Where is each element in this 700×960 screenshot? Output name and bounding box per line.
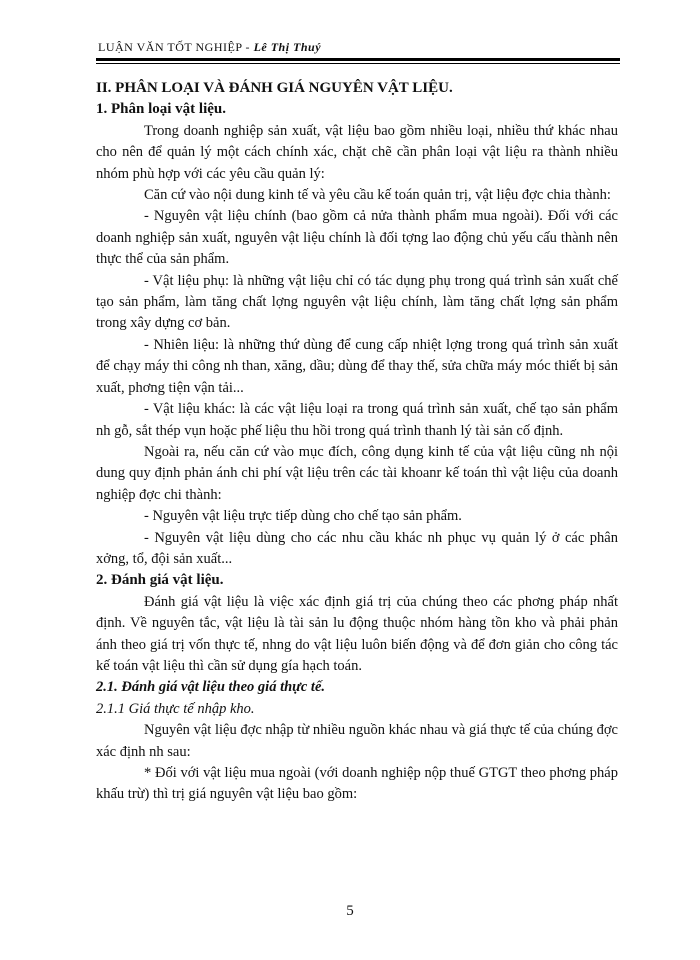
header-title: LUẬN VĂN TỐT NGHIỆP - [98,40,254,54]
paragraph: - Vật liệu phụ: là những vật liệu chỉ có tác dụng phụ trong quá trình sản xuất chế tạo sản phẩm, làm tăng chất lợng nguyên vật liệu chính, làm tăng chất lợng sản phẩm trong xây dựng cơ bản. [96,272,618,332]
subsection-heading-2: 2. Đánh giá vật liệu. [96,572,224,589]
subsection-heading-2-1-1: 2.1.1 Giá thực tế nhập kho. [96,700,255,717]
header-author: Lê Thị Thuý [253,40,322,54]
paragraph: - Nguyên vật liệu dùng cho các nhu cầu khác nh phục vụ quản lý ở các phân xởng, tổ, đội sản xuất... [96,529,618,567]
paragraph: - Nhiên liệu: là những thứ dùng để cung cấp nhiệt lợng trong quá trình sản xuất để chạy máy thi công nh than, xăng, dầu; dùng để thay thế, sửa chữa máy móc thiết bị sản xuất, phơng tiện vận tải... [96,336,618,396]
paragraph: Ngoài ra, nếu căn cứ vào mục đích, công dụng kinh tế của vật liệu cũng nh nội dung quy định phản ánh chi phí vật liệu trên các tài khoanr kế toán thì vật liệu của doanh nghiệp đợc chi thành: [96,443,618,503]
paragraph: Nguyên vật liệu đợc nhập từ nhiều nguồn khác nhau và giá thực tế của chúng đợc xác định nh sau: [96,722,618,760]
paragraph: - Vật liệu khác: là các vật liệu loại ra trong quá trình sản xuất, chế tạo sản phẩm nh gỗ, sắt thép vụn hoặc phế liệu thu hồi trong quá trình thanh lý tài sản cố định. [96,401,618,439]
page-header [98,40,618,55]
subsection-heading-2-1: 2.1. Đánh giá vật liệu theo giá thực tế. [96,679,326,696]
header-rule-thin [96,63,620,64]
paragraph: - Nguyên vật liệu trực tiếp dùng cho chế tạo sản phẩm. [144,508,462,525]
paragraph: Đánh giá vật liệu là việc xác định giá trị của chúng theo các phơng pháp nhất định. Về nguyên tắc, vật liệu là tài sản lu động thuộc nhóm hàng tồn kho và phải phản ánh theo giá trị vốn thực tế, nhng do vật liệu luôn biến động và để đơn giản cho công tác kế toán vật liệu thì cần sử dụng gía hạch toán. [96,593,618,674]
page-number: 5 [346,903,354,919]
paragraph: Trong doanh nghiệp sản xuất, vật liệu bao gồm nhiều loại, nhiều thứ khác nhau cho nên để quản lý một cách chính xác, chặt chẽ cần phân loại vật liệu ra thành nhiều nhóm phù hợp với các yêu cầu quản lý: [96,122,618,182]
paragraph: Căn cứ vào nội dung kinh tế và yêu cầu kế toán quản trị, vật liệu đợc chia thành: [144,187,611,204]
section-heading: II. PHÂN LOẠI VÀ ĐÁNH GIÁ NGUYÊN VẬT LIỆU. [96,80,453,96]
paragraph: * Đối với vật liệu mua ngoài (với doanh nghiệp nộp thuế GTGT theo phơng pháp khấu trừ) thì trị giá nguyên vật liệu bao gồm: [96,765,618,803]
subsection-heading-1: 1. Phân loại vật liệu. [96,101,227,118]
document-body [96,78,618,806]
paragraph: - Nguyên vật liệu chính (bao gồm cả nửa thành phẩm mua ngoài). Đối với các doanh nghiệp sản xuất, nguyên vật liệu chính là đối tợng lao động chủ yếu cấu thành nên thực thể của sản phẩm. [96,208,618,268]
header-rule-thick [96,58,620,61]
